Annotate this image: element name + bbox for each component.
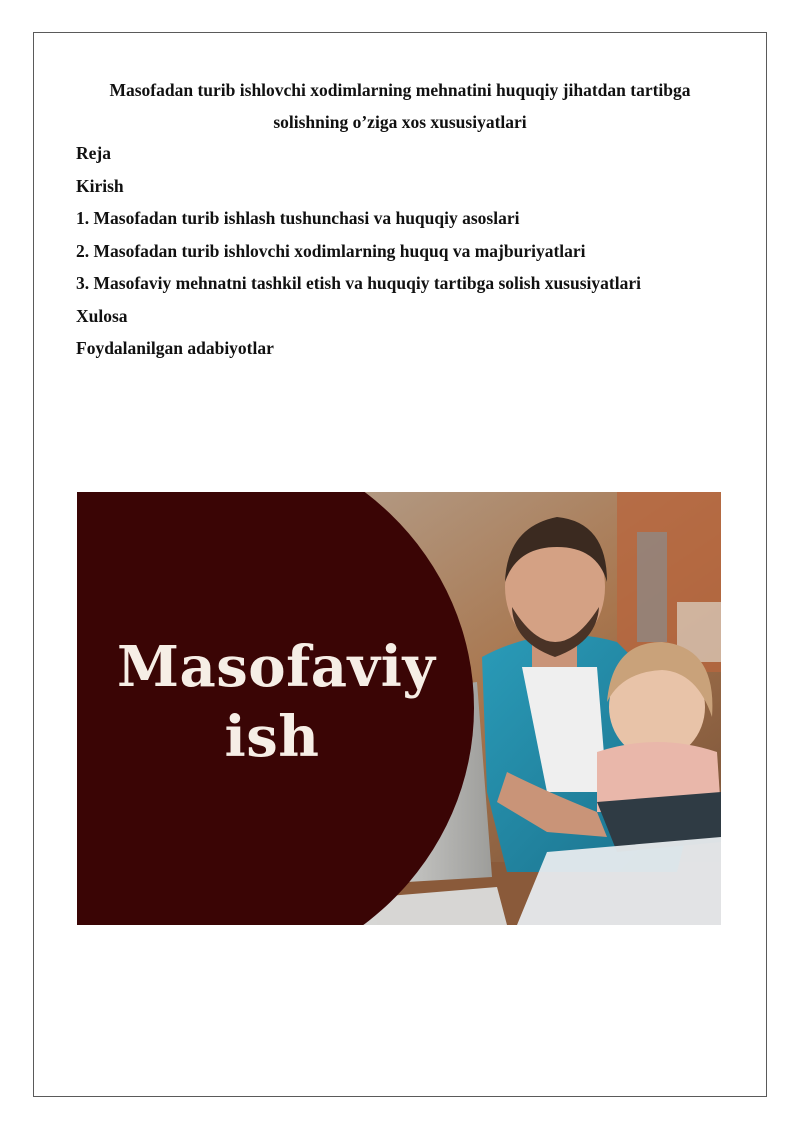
outline-item-kirish: Kirish <box>76 175 124 196</box>
outline-item-1: 1. Masofadan turib ishlash tushunchasi va huquqiy asoslari <box>76 208 520 228</box>
document-outline <box>76 137 641 365</box>
remote-work-illustration <box>77 492 721 925</box>
document-title <box>60 74 740 138</box>
outline-item-2: 2. Masofadan turib ishlovchi xodimlarning huquq va majburiyatlari <box>76 240 586 261</box>
kitchen-appliance <box>637 532 667 642</box>
document-title-line-1: Masofadan turib ishlovchi xodimlarning mehnatini huquqiy jihatdan tartibga <box>109 80 691 100</box>
outline-item-adabiyotlar: Foydalanilgan adabiyotlar <box>76 338 274 358</box>
outline-heading-reja: Reja <box>76 143 111 163</box>
banner-text <box>117 632 436 772</box>
banner-line-1: Masofaviy <box>117 634 436 700</box>
outline-item-3: 3. Masofaviy mehnatni tashkil etish va huquqiy tartibga solish xususiyatlari <box>76 273 641 293</box>
banner-line-2: ish <box>224 704 320 770</box>
outline-item-xulosa: Xulosa <box>76 305 128 326</box>
document-title-line-2: solishning o’ziga xos xususiyatlari <box>273 112 527 132</box>
